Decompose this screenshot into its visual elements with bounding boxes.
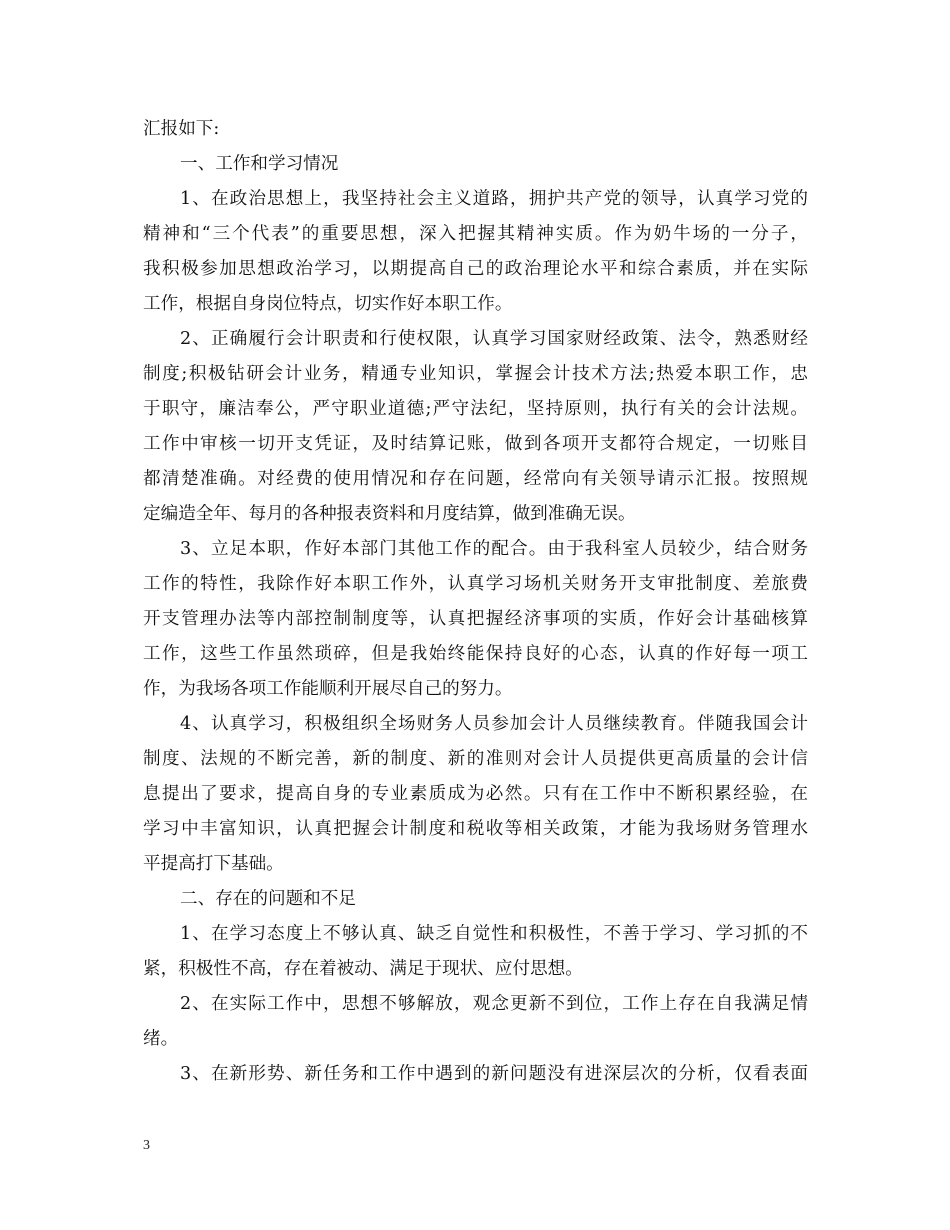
paragraph-accounting-duties bbox=[143, 322, 808, 532]
page-number: 3 bbox=[143, 1138, 150, 1153]
paragraph-practical-work bbox=[143, 987, 808, 1057]
text-line: 1、在学习态度上不够认真、缺乏自觉性和积极性，不善于学习、学习抓的不 bbox=[180, 924, 808, 944]
text-line: 工作中审核一切开支凭证，及时结算记账，做到各项开支都符合规定，一切账目 bbox=[143, 434, 808, 454]
text-line: 工作，这些工作虽然琐碎，但是我始终能保持良好的心态，认真的作好每一项工 bbox=[143, 644, 808, 664]
paragraph-political-thought bbox=[143, 182, 808, 322]
text-line: 息提出了要求，提高自身的专业素质成为必然。只有在工作中不断积累经验，在 bbox=[143, 784, 808, 804]
paragraph-new-situation bbox=[143, 1057, 808, 1092]
text-line: 精神和“三个代表”的重要思想，深入把握其精神实质。作为奶牛场的一分子， bbox=[143, 224, 808, 244]
text-line: 开支管理办法等内部控制制度等，认真把握经济事项的实质，作好会计基础核算 bbox=[143, 609, 808, 629]
section-heading-work-and-study bbox=[143, 147, 808, 182]
text-line: 平提高打下基础。 bbox=[143, 854, 284, 874]
paragraph-department-cooperation bbox=[143, 532, 808, 707]
text-line: 于职守，廉洁奉公，严守职业道德;严守法纪，坚持原则，执行有关的会计法规。 bbox=[143, 399, 808, 419]
text-line: 2、在实际工作中，思想不够解放，观念更新不到位，工作上存在自我满足情 bbox=[180, 994, 808, 1014]
text-line: 2、正确履行会计职责和行使权限，认真学习国家财经政策、法令，熟悉财经 bbox=[180, 329, 808, 349]
text-line: 3、在新形势、新任务和工作中遇到的新问题没有进深层次的分析，仅看表面 bbox=[180, 1064, 808, 1084]
text-line: 学习中丰富知识，认真把握会计制度和税收等相关政策，才能为我场财务管理水 bbox=[143, 819, 808, 839]
paragraph-continuing-education bbox=[143, 707, 808, 882]
text-line: 工作的特性，我除作好本职工作外，认真学习场机关财务开支审批制度、差旅费 bbox=[143, 574, 808, 594]
text-line: 定编造全年、每月的各种报表资料和月度结算，做到准确无误。 bbox=[143, 504, 636, 524]
intro-paragraph bbox=[143, 112, 808, 147]
text-line: 二、存在的问题和不足 bbox=[180, 889, 356, 909]
document-body bbox=[143, 112, 808, 1092]
text-line: 制度;积极钻研会计业务，精通专业知识，掌握会计技术方法;热爱本职工作，忠 bbox=[143, 364, 808, 384]
text-line: 制度、法规的不断完善，新的制度、新的准则对会计人员提供更高质量的会计信 bbox=[143, 749, 808, 769]
section-heading-problems bbox=[143, 882, 808, 917]
text-line: 1、在政治思想上，我坚持社会主义道路，拥护共产党的领导，认真学习党的 bbox=[180, 189, 808, 209]
text-line: 绪。 bbox=[143, 1029, 179, 1049]
text-line: 紧，积极性不高，存在着被动、满足于现状、应付思想。 bbox=[143, 959, 583, 979]
text-line: 3、立足本职，作好本部门其他工作的配合。由于我科室人员较少，结合财务 bbox=[180, 539, 808, 559]
text-line: 汇报如下: bbox=[143, 119, 220, 139]
text-line: 一、工作和学习情况 bbox=[180, 154, 339, 174]
text-line: 4、认真学习，积极组织全场财务人员参加会计人员继续教育。伴随我国会计 bbox=[180, 714, 808, 734]
text-line: 作，为我场各项工作能顺利开展尽自己的努力。 bbox=[143, 679, 513, 699]
text-line: 都清楚准确。对经费的使用情况和存在问题，经常向有关领导请示汇报。按照规 bbox=[143, 469, 808, 489]
text-line: 我积极参加思想政治学习，以期提高自己的政治理论水平和综合素质，并在实际 bbox=[143, 259, 808, 279]
paragraph-study-attitude bbox=[143, 917, 808, 987]
text-line: 工作，根据自身岗位特点，切实作好本职工作。 bbox=[143, 294, 513, 314]
